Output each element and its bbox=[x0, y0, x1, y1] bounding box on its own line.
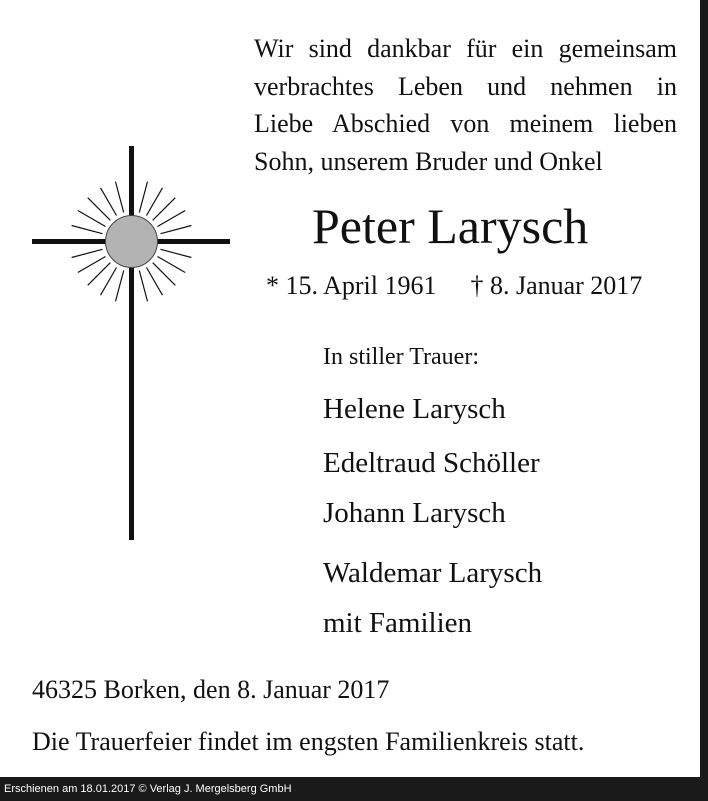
sun-ray bbox=[153, 198, 176, 221]
mourner-name: Waldemar Larysch bbox=[323, 557, 543, 589]
mourner-name: Edeltraud Schöller bbox=[323, 447, 540, 479]
sun-ray bbox=[78, 257, 106, 273]
sun-ray bbox=[116, 182, 124, 213]
cross-with-sunburst-icon bbox=[0, 0, 240, 560]
deceased-name: Peter Larysch bbox=[312, 198, 589, 254]
intro-text bbox=[254, 30, 677, 180]
sun-ray bbox=[78, 211, 106, 227]
cross-vertical-beam bbox=[129, 146, 134, 540]
sun-ray bbox=[147, 268, 163, 296]
sun-ray bbox=[158, 257, 186, 273]
sun-ray bbox=[153, 263, 176, 286]
ceremony-note: Die Trauerfeier findet im engsten Familienkreis statt. bbox=[32, 727, 585, 756]
sun-ray bbox=[158, 211, 186, 227]
death-date: † 8. Januar 2017 bbox=[470, 271, 643, 300]
intro-line: Wir sind dankbar für ein gemeinsam bbox=[254, 34, 677, 63]
sun-ray bbox=[139, 182, 147, 213]
sun-ray bbox=[147, 188, 163, 216]
sun-ray bbox=[88, 198, 111, 221]
mourner-families: mit Familien bbox=[323, 607, 473, 639]
sun-ray bbox=[139, 271, 147, 302]
birth-date: * 15. April 1961 bbox=[266, 271, 437, 300]
mourning-label: In stiller Trauer: bbox=[323, 344, 479, 370]
publication-footer: Erschienen am 18.01.2017 © Verlag J. Mergelsberg GmbH bbox=[0, 777, 708, 801]
sun-disc bbox=[106, 216, 158, 268]
place-and-date: 46325 Borken, den 8. Januar 2017 bbox=[32, 675, 390, 704]
sun-ray bbox=[161, 249, 192, 257]
sun-ray bbox=[72, 249, 103, 257]
sun-ray bbox=[116, 271, 124, 302]
sun-ray bbox=[101, 268, 117, 296]
sun-ray bbox=[88, 263, 111, 286]
sun-ray bbox=[161, 226, 192, 234]
intro-line: Liebe Abschied von meinem lieben bbox=[254, 109, 677, 138]
sun-ray bbox=[101, 188, 117, 216]
life-dates bbox=[266, 270, 642, 302]
mourner-name: Helene Larysch bbox=[323, 393, 506, 425]
intro-line: verbrachtes Leben und nehmen in bbox=[254, 71, 677, 101]
intro-line: Sohn, unserem Bruder und Onkel bbox=[254, 146, 603, 176]
mourner-name: Johann Larysch bbox=[323, 497, 506, 529]
sun-ray bbox=[72, 226, 103, 234]
